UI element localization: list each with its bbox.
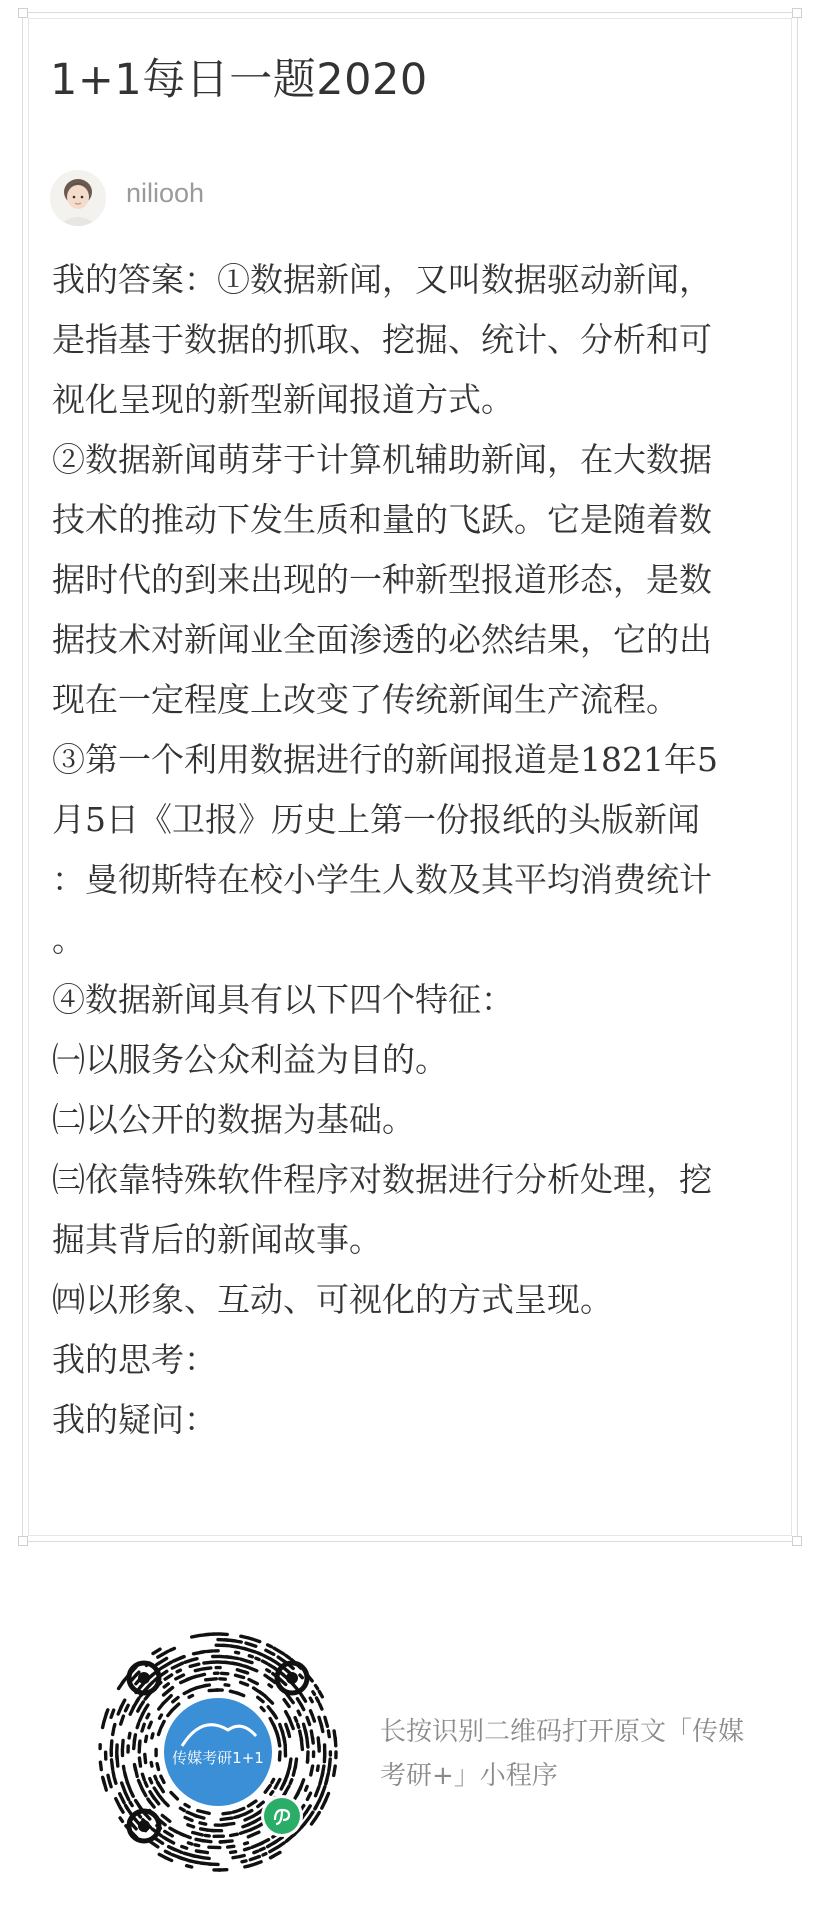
qr-dot <box>195 1670 200 1671</box>
qr-dot <box>248 1832 259 1837</box>
qr-dot <box>236 1652 239 1653</box>
qr-dot <box>243 1825 249 1827</box>
qr-hint-line: 长按识别二维码打开原文「传媒 <box>380 1717 745 1747</box>
qr-dot <box>142 1724 144 1731</box>
qr-finder-dot <box>138 1672 150 1684</box>
qr-dot <box>137 1723 138 1727</box>
qr-dot <box>256 1658 259 1659</box>
body-line: ㈣以形象、互动、可视化的方式呈现。 <box>52 1280 613 1319</box>
qr-dot <box>135 1765 136 1770</box>
qr-dot <box>163 1696 171 1704</box>
qr-dot <box>114 1725 115 1728</box>
qr-dot <box>196 1839 204 1841</box>
qr-dot <box>286 1656 290 1659</box>
qr-dot <box>268 1645 272 1647</box>
qr-dot <box>197 1851 200 1852</box>
qr-dot <box>231 1834 238 1835</box>
qr-dot <box>316 1787 320 1796</box>
qr-dot <box>112 1760 113 1770</box>
qr-dot <box>321 1724 323 1731</box>
qr-dot <box>103 1721 104 1727</box>
qr-dot <box>121 1716 124 1724</box>
qr-dot <box>163 1837 167 1839</box>
qr-dot <box>255 1640 260 1642</box>
qr-dot <box>126 1705 129 1711</box>
qr-dot <box>145 1782 147 1786</box>
qr-dot <box>180 1657 183 1658</box>
qr-dot <box>164 1684 168 1687</box>
qr-dot <box>271 1792 273 1795</box>
qr-dot <box>262 1661 266 1663</box>
qr-dot <box>153 1649 160 1653</box>
qr-dot <box>126 1806 128 1809</box>
qr-dot <box>258 1802 263 1806</box>
qr-dot <box>245 1843 248 1844</box>
body-line: ㈡以公开的数据为基础。 <box>52 1100 415 1139</box>
body-line: 我的思考： <box>52 1340 217 1379</box>
body-line: ④数据新闻具有以下四个特征： <box>52 980 514 1019</box>
qr-dot <box>278 1738 279 1746</box>
qr-dot <box>100 1762 101 1769</box>
qr-dot <box>165 1851 170 1853</box>
qr-dot <box>260 1848 264 1850</box>
qr-dot <box>249 1680 257 1684</box>
qr-dot <box>279 1843 284 1847</box>
qr-dot <box>169 1688 173 1691</box>
mini-program-qr-code[interactable] <box>96 1630 340 1874</box>
body-line: ㈢依靠特殊软件程序对数据进行分析处理，挖 <box>52 1160 712 1199</box>
qr-dot <box>202 1668 211 1669</box>
qr-dot <box>313 1738 314 1743</box>
qr-dot <box>139 1780 143 1789</box>
qr-dot <box>329 1766 330 1771</box>
qr-dot <box>318 1766 319 1770</box>
qr-dot <box>171 1793 177 1799</box>
qr-dot <box>138 1706 141 1711</box>
qr-dot <box>205 1835 209 1836</box>
qr-dot <box>185 1817 192 1820</box>
qr-dot <box>311 1766 313 1775</box>
qr-dot <box>160 1796 164 1800</box>
qr-dot <box>228 1846 234 1847</box>
qr-dot <box>108 1775 109 1780</box>
qr-dot <box>187 1866 192 1867</box>
card-corner-decoration <box>18 1536 28 1546</box>
qr-dot <box>248 1801 256 1806</box>
body-line: 掘其背后的新闻故事。 <box>52 1220 382 1259</box>
qr-dot <box>150 1682 153 1685</box>
qr-dot <box>248 1638 253 1640</box>
qr-dot <box>269 1685 272 1687</box>
qr-dot <box>170 1648 174 1650</box>
qr-dot <box>317 1698 319 1702</box>
qr-dot <box>150 1779 152 1783</box>
qr-dot <box>222 1673 228 1674</box>
qr-dot <box>106 1710 108 1714</box>
qr-dot <box>301 1738 302 1750</box>
qr-dot <box>146 1705 148 1708</box>
qr-finder-dot <box>286 1672 298 1684</box>
qr-dot <box>284 1700 289 1707</box>
qr-dot <box>298 1711 300 1715</box>
article-body <box>52 250 778 1450</box>
qr-dot <box>246 1643 256 1646</box>
qr-dot <box>258 1653 263 1655</box>
body-line: 。 <box>52 920 85 959</box>
qr-dot <box>162 1815 170 1821</box>
qr-dot <box>241 1659 252 1663</box>
card-corner-decoration <box>792 1536 802 1546</box>
qr-dot <box>335 1738 336 1746</box>
qr-dot <box>266 1650 274 1654</box>
body-line: 是指基于数据的抓取、挖掘、统计、分析和可 <box>52 320 712 359</box>
qr-dot <box>231 1852 236 1853</box>
qr-dot <box>245 1866 248 1867</box>
qr-dot <box>272 1779 274 1782</box>
qr-dot <box>316 1686 318 1689</box>
author-name[interactable]: niliooh <box>126 178 205 208</box>
qr-dot <box>306 1787 308 1791</box>
qr-dot <box>158 1651 168 1657</box>
qr-dot <box>233 1811 237 1812</box>
qr-dot <box>328 1731 329 1737</box>
qr-dot <box>304 1698 306 1701</box>
qr-dot <box>188 1843 191 1844</box>
card-corner-decoration <box>792 8 802 18</box>
qr-dot <box>195 1845 199 1846</box>
qr-dot <box>120 1794 124 1803</box>
qr-dot <box>180 1808 184 1810</box>
qr-dot <box>103 1777 105 1783</box>
qr-dot <box>310 1698 312 1702</box>
qr-dot <box>161 1776 164 1782</box>
qr-hint-line: 考研+」小程序 <box>380 1761 558 1791</box>
qr-dot <box>170 1828 177 1832</box>
qr-dot <box>142 1709 145 1714</box>
qr-dot <box>200 1823 206 1824</box>
qr-dot <box>270 1847 278 1852</box>
qr-dot <box>125 1772 126 1777</box>
qr-dot <box>157 1658 167 1664</box>
qr-dot <box>146 1736 147 1741</box>
qr-dot <box>239 1856 244 1857</box>
body-line: 我的答案：①数据新闻，又叫数据驱动新闻， <box>52 260 712 299</box>
qr-dot <box>315 1806 317 1809</box>
qr-dot <box>189 1696 192 1698</box>
qr-dot <box>258 1697 263 1701</box>
qr-dot <box>155 1776 156 1779</box>
qr-dot <box>273 1712 277 1718</box>
qr-dot <box>159 1854 165 1857</box>
qr-dot <box>129 1733 130 1738</box>
qr-dot <box>313 1692 315 1695</box>
qr-finder-dot <box>138 1820 150 1832</box>
qr-dot <box>295 1718 297 1722</box>
qr-dot <box>154 1788 159 1795</box>
qr-dot <box>236 1675 244 1677</box>
qr-dot <box>148 1799 150 1802</box>
qr-dot <box>161 1721 164 1728</box>
body-line: 我的疑问： <box>52 1400 217 1439</box>
qr-dot <box>249 1656 252 1657</box>
author-avatar[interactable] <box>50 170 106 226</box>
qr-dot <box>176 1675 184 1679</box>
qr-dot <box>256 1862 262 1864</box>
qr-dot <box>159 1730 161 1735</box>
qr-dot <box>307 1793 310 1799</box>
body-line: 技术的推动下发生质和量的飞跃。它是随着数 <box>52 500 712 539</box>
qr-dot <box>151 1763 152 1767</box>
qr-dot <box>122 1783 126 1793</box>
body-line: ：曼彻斯特在校小学生人数及其平均消费统计 <box>52 860 712 899</box>
qr-dot <box>131 1791 133 1796</box>
qr-dot <box>270 1659 275 1662</box>
qr-dot <box>265 1696 272 1703</box>
body-line: 月5日《卫报》历史上第一份报纸的头版新闻 <box>52 800 700 839</box>
qr-dot <box>265 1786 270 1793</box>
qr-dot <box>241 1830 251 1834</box>
qr-dot <box>193 1833 203 1835</box>
qr-dot <box>320 1704 322 1709</box>
qr-dot <box>207 1651 212 1652</box>
body-line: 据时代的到来出现的一种新型报道形态，是数 <box>52 560 712 599</box>
qr-dot <box>121 1700 125 1707</box>
qr-dot <box>172 1704 179 1710</box>
qr-dot <box>206 1679 217 1680</box>
qr-dot <box>261 1708 264 1711</box>
qr-dot <box>150 1792 154 1799</box>
qr-dot <box>290 1665 294 1668</box>
body-line: ㈠以服务公众利益为目的。 <box>52 1040 448 1079</box>
body-line: ②数据新闻萌芽于计算机辅助新闻，在大数据 <box>52 440 712 479</box>
qr-dot <box>172 1663 182 1668</box>
qr-dot <box>232 1641 241 1643</box>
qr-dot <box>298 1724 299 1727</box>
qr-dot <box>152 1734 153 1738</box>
qr-dot <box>241 1682 248 1685</box>
qr-dot <box>293 1766 295 1775</box>
qr-dot <box>235 1816 239 1817</box>
qr-dot <box>201 1829 208 1830</box>
qr-dot <box>157 1782 159 1786</box>
qr-dot <box>246 1666 257 1670</box>
qr-dot <box>252 1843 262 1847</box>
qr-dot <box>227 1657 238 1659</box>
qr-dot <box>250 1857 259 1860</box>
qr-dot <box>190 1664 199 1666</box>
qr-dot <box>123 1740 124 1748</box>
qr-dot <box>192 1659 197 1660</box>
qr-logo-text: 传媒考研1+1 <box>172 1749 264 1767</box>
qr-dot <box>320 1773 323 1784</box>
body-line: 现在一定程度上改变了传统新闻生产流程。 <box>52 680 679 719</box>
qr-dot <box>123 1679 126 1683</box>
qr-dot <box>271 1856 274 1858</box>
qr-dot <box>198 1811 209 1814</box>
qr-dot <box>124 1766 125 1769</box>
qr-dot <box>173 1698 178 1702</box>
qr-dot <box>268 1841 277 1846</box>
qr-dot <box>244 1649 255 1653</box>
qr-dot <box>242 1861 246 1862</box>
qr-dot <box>319 1692 322 1697</box>
qr-dot <box>307 1738 308 1747</box>
qr-hint-text <box>380 1710 790 1798</box>
qr-dot <box>225 1685 229 1686</box>
qr-dot <box>192 1636 198 1637</box>
qr-dot <box>237 1693 244 1696</box>
qr-dot <box>254 1851 258 1852</box>
qr-dot <box>111 1710 114 1717</box>
qr-dot <box>244 1672 247 1673</box>
qr-dot <box>187 1812 197 1816</box>
qr-dot <box>334 1766 336 1775</box>
qr-dot <box>111 1741 112 1749</box>
qr-dot <box>281 1780 286 1789</box>
qr-dot <box>172 1855 183 1859</box>
qr-dot <box>263 1854 266 1855</box>
qr-dot <box>147 1714 149 1718</box>
qr-dot <box>142 1774 144 1780</box>
qr-dot <box>160 1715 162 1718</box>
qr-dot <box>136 1672 139 1675</box>
qr-dot <box>165 1675 172 1679</box>
qr-dot <box>120 1818 122 1822</box>
qr-dot <box>280 1752 281 1760</box>
qr-dot <box>134 1735 135 1742</box>
qr-dot <box>267 1670 270 1672</box>
qr-dot <box>177 1670 180 1672</box>
qr-dot <box>113 1729 114 1734</box>
qr-dot <box>322 1800 326 1808</box>
qr-dot <box>289 1718 293 1729</box>
qr-dot <box>139 1758 140 1766</box>
qr-dot <box>113 1772 114 1777</box>
qr-dot <box>275 1780 280 1789</box>
qr-dot <box>326 1780 327 1784</box>
qr-dot <box>288 1731 289 1736</box>
qr-dot <box>233 1857 237 1858</box>
qr-dot <box>140 1741 141 1745</box>
qr-dot <box>182 1847 187 1849</box>
qr-dot <box>141 1702 143 1705</box>
qr-dot <box>157 1764 158 1770</box>
qr-dot <box>130 1802 132 1805</box>
qr-dot <box>311 1711 313 1716</box>
qr-dot <box>149 1722 151 1728</box>
qr-dot <box>245 1816 254 1820</box>
qr-dot <box>301 1705 304 1710</box>
qr-dot <box>160 1671 166 1675</box>
qr-dot <box>290 1780 292 1784</box>
qr-dot <box>161 1662 171 1668</box>
qr-dot <box>169 1847 176 1850</box>
qr-dot <box>165 1831 173 1836</box>
qr-code-icon <box>96 1630 340 1874</box>
body-line: 据技术对新闻业全面渗透的必然结果，它的出 <box>52 620 712 659</box>
body-line: 视化呈现的新型新闻报道方式。 <box>52 380 514 419</box>
qr-dot <box>137 1698 139 1702</box>
qr-dot <box>325 1717 328 1726</box>
qr-dot <box>221 1818 232 1819</box>
qr-dot <box>245 1848 250 1850</box>
qr-dot <box>136 1801 141 1809</box>
qr-dot <box>109 1781 111 1787</box>
qr-dot <box>204 1685 209 1686</box>
qr-dot <box>191 1688 197 1690</box>
body-line: ③第一个利用数据进行的新闻报道是1821年5 <box>52 740 718 779</box>
qr-dot <box>312 1819 316 1825</box>
qr-dot <box>239 1808 244 1810</box>
qr-dot <box>301 1824 304 1828</box>
qr-dot <box>307 1718 310 1725</box>
qr-dot <box>114 1778 116 1783</box>
qr-dot <box>223 1813 230 1814</box>
qr-dot <box>165 1802 169 1806</box>
qr-dot <box>120 1807 123 1812</box>
card-corner-decoration <box>18 8 28 18</box>
qr-dot <box>145 1755 146 1763</box>
qr-dot <box>194 1674 205 1677</box>
qr-dot <box>116 1799 120 1806</box>
post-title: 1+1每日一题2020 <box>50 55 428 105</box>
qr-dot <box>200 1652 205 1653</box>
qr-dot <box>313 1717 314 1721</box>
qr-dot <box>204 1858 209 1859</box>
qr-dot <box>184 1853 195 1856</box>
qr-dot <box>185 1805 189 1807</box>
qr-dot <box>188 1825 194 1827</box>
qr-dot <box>300 1675 302 1678</box>
avatar-portrait-icon <box>50 170 106 226</box>
qr-dot <box>274 1648 284 1654</box>
